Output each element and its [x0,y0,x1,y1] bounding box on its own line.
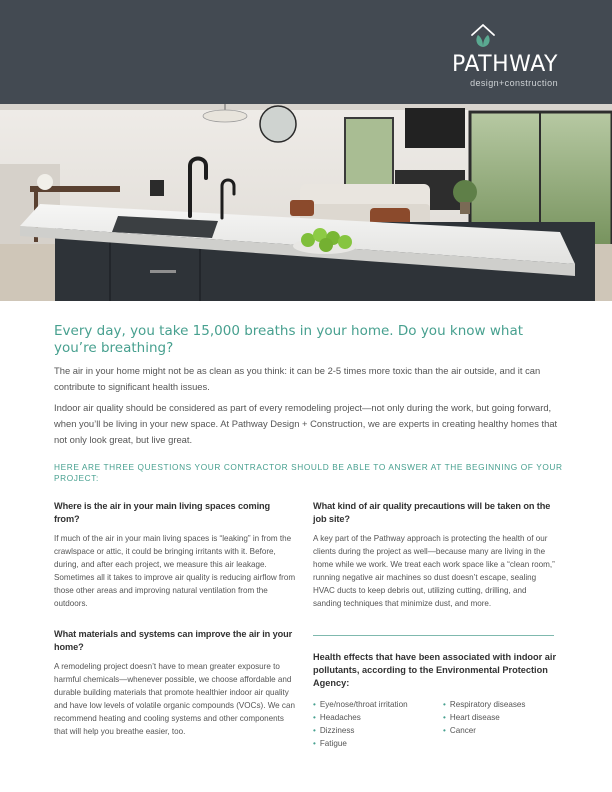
house-leaf-icon [470,22,496,50]
list-item: • Heart disease [443,713,500,722]
list-item: • Headaches [313,713,361,722]
list-item: • Fatigue [313,739,347,748]
bullet-icon: • [443,700,446,709]
headline: Every day, you take 15,000 breaths in your home. Do you know what you’re breathing? [54,323,524,356]
hero-kitchen-photo [0,104,612,301]
intro-paragraph-1: The air in your home might not be as clean as you think: it can be 2-5 times more toxic than the air outside, and it can contribute to significant health issues. [54,365,541,392]
questions-left-column [54,500,296,738]
question-2-title: What materials and systems can improve the air in your home? [54,629,293,652]
list-item: • Respiratory diseases [443,700,526,709]
list-item: • Eye/nose/throat irritation [313,700,408,709]
bullet-icon: • [313,700,316,709]
section-heading: HERE ARE THREE QUESTIONS YOUR CONTRACTOR SHOULD BE ABLE TO ANSWER AT THE BEGINNING OF YOUR PROJECT: [54,462,563,483]
question-2-answer: A remodeling project doesn’t have to mean greater exposure to harmful chemicals—whenever possible, we choose affordable and durable building materials that promote healthier indoor air quality and have low levels of volatile organic compounds (VOCs). We can recommend heating and cooling systems and other components that will help you breathe easier, too. [54,662,295,736]
bullet-icon: • [313,726,316,735]
brand-name: PATHWAY [451,52,558,77]
question-1-answer: If much of the air in your main living spaces is “leaking” in from the crawlspace or attic, it could be bringing irritants with it. Before, during, and after each project, we measure this air leakage. Sometimes all it takes to improve air quality is reducing airflow from those other areas and improving natural ventilation from the outdoors. [54,534,296,608]
bullet-icon: • [313,713,316,722]
header-band [0,0,612,104]
health-effects-heading: Health effects that have been associated with indoor air pollutants, according to the Environmental Protection Agency: [313,652,557,688]
bullet-icon: • [313,739,316,748]
bullet-icon: • [443,713,446,722]
brand-tagline: design+construction [470,78,558,88]
intro-paragraph-2: Indoor air quality should be considered as part of every remodeling project—not only during the work, but going forward, when you’ll be living in your new space. At Pathway Design + Construction, we are experts in creating healthy homes that not only look great, but live great. [54,402,558,445]
list-item: • Cancer [443,726,476,735]
questions-right-column [313,500,555,610]
bullet-icon: • [443,726,446,735]
section-divider [313,635,554,636]
question-1-title: Where is the air in your main living spaces coming from? [54,501,271,524]
list-item: • Dizziness [313,726,355,735]
question-3-answer: A key part of the Pathway approach is protecting the health of our clients during the project as well—because many are living in the home while we work. We treat each work space like a “clean room,” running negative air machines so dust doesn’t escape, sealing HVAC ducts to keep debris out, utilizing cutting, drilling, and sanding techniques that minimize dust, and more. [313,534,555,608]
question-3-title: What kind of air quality precautions will be taken on the job site? [313,501,551,524]
health-effects-list [313,698,563,750]
